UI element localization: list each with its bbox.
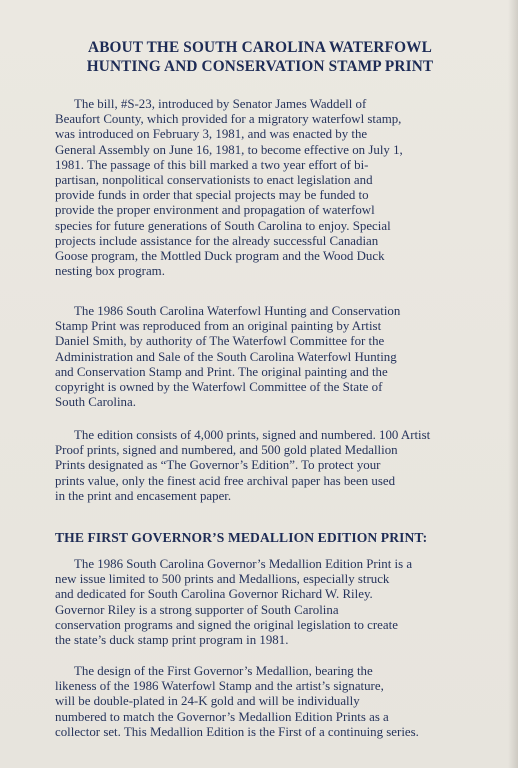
paragraph-line: The 1986 South Carolina Governor’s Medallion Edition Print is a: [74, 557, 413, 571]
paragraph-line: The 1986 South Carolina Waterfowl Hunting and Conservation: [74, 304, 401, 318]
paragraph-line: nesting box program.: [55, 264, 165, 279]
paragraph-line: provide the proper environment and propagation of waterfowl: [55, 203, 375, 218]
paragraph-line: projects include assistance for the already successful Canadian: [55, 233, 379, 248]
paragraph-line: numbered to match the Governor’s Medallion Edition Prints as a: [55, 709, 389, 724]
paragraph-bill-history: [55, 97, 475, 279]
paragraph-line: new issue limited to 500 prints and Medallions, especially struck: [55, 572, 390, 587]
paragraph-line: The bill, #S-23, introduced by Senator James Waddell of: [74, 97, 367, 111]
paragraph-line: the state’s duck stamp print program in 1981.: [55, 633, 289, 648]
paragraph-line: Stamp Print was reproduced from an original painting by Artist: [55, 319, 382, 334]
paragraph-line: South Carolina.: [55, 395, 136, 410]
paragraph-line: Prints designated as “The Governor’s Edition”. To protect your: [55, 458, 381, 473]
paragraph-line: Administration and Sale of the South Carolina Waterfowl Hunting: [55, 349, 397, 364]
paragraph-line: The design of the First Governor’s Medallion, bearing the: [74, 664, 373, 678]
paragraph-line: conservation programs and signed the original legislation to create: [55, 617, 398, 632]
paragraph-line: Governor Riley is a strong supporter of South Carolina: [55, 602, 339, 617]
paragraph-line: species for future generations of South Carolina to enjoy. Special: [55, 218, 391, 233]
paragraph-line: in the print and encasement paper.: [55, 488, 232, 503]
paragraph-line: was introduced on February 3, 1981, and was enacted by the: [55, 127, 368, 142]
paragraph-line: copyright is owned by the Waterfowl Committee of the State of: [55, 380, 383, 395]
page-edge-shadow: [508, 0, 518, 768]
paragraph-line: General Assembly on June 16, 1981, to become effective on July 1,: [55, 142, 403, 157]
document-title-line-1: ABOUT THE SOUTH CAROLINA WATERFOWL: [88, 39, 432, 56]
paragraph-medallion-design: [55, 664, 475, 740]
paragraph-line: Beaufort County, which provided for a migratory waterfowl stamp,: [55, 112, 402, 127]
paragraph-line: partisan, nonpolitical conservationists to enact legislation and: [55, 173, 373, 188]
paragraph-line: prints value, only the finest acid free archival paper has been used: [55, 473, 396, 488]
paragraph-line: Goose program, the Mottled Duck program and the Wood Duck: [55, 249, 385, 264]
paragraph-line: likeness of the 1986 Waterfowl Stamp and the artist’s signature,: [55, 679, 384, 694]
paragraph-line: and dedicated for South Carolina Governor Richard W. Riley.: [55, 587, 373, 602]
paragraph-stamp-print: [55, 304, 475, 410]
section-heading-medallion: THE FIRST GOVERNOR’S MEDALLION EDITION PRINT:: [55, 530, 428, 545]
paragraph-line: and Conservation Stamp and Print. The original painting and the: [55, 364, 388, 379]
paragraph-line: The edition consists of 4,000 prints, signed and numbered. 100 Artist: [74, 428, 431, 442]
paragraph-line: provide funds in order that special projects may be funded to: [55, 188, 369, 203]
document-title-line-2: HUNTING AND CONSERVATION STAMP PRINT: [86, 58, 434, 75]
paragraph-edition: [55, 428, 475, 504]
paragraph-governor-print: [55, 557, 475, 648]
document-title: [40, 38, 480, 76]
paragraph-line: will be double-plated in 24-K gold and will be individually: [55, 694, 360, 709]
paragraph-line: collector set. This Medallion Edition is the First of a continuing series.: [55, 724, 419, 739]
paragraph-line: Proof prints, signed and numbered, and 500 gold plated Medallion: [55, 443, 398, 458]
paragraph-line: Daniel Smith, by authority of The Waterfowl Committee for the: [55, 334, 385, 349]
paragraph-line: 1981. The passage of this bill marked a two year effort of bi-: [55, 157, 369, 172]
